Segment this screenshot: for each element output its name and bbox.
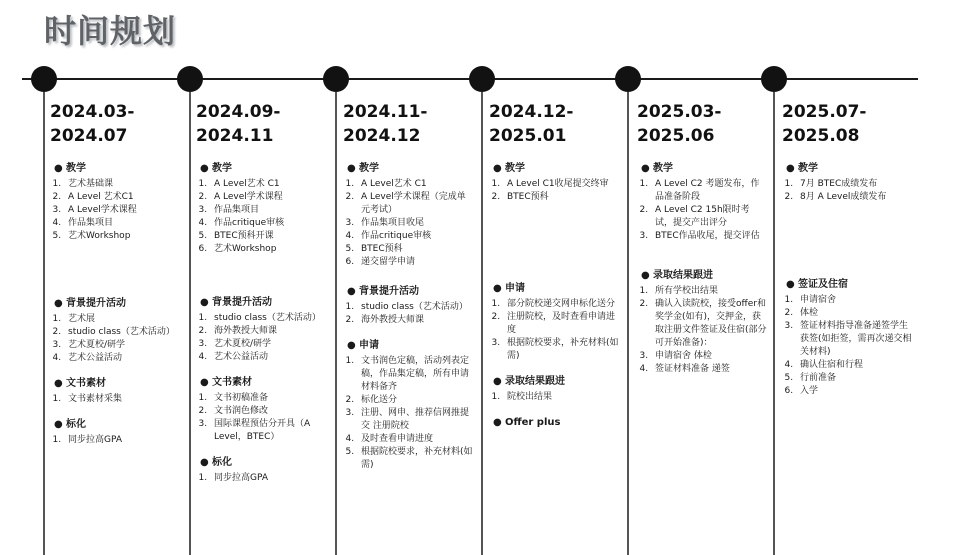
item-list xyxy=(196,178,326,256)
list-item: 1. A Level艺术 C1 xyxy=(357,178,473,191)
section-heading-text: 文书素材 xyxy=(66,378,106,389)
list-item: 2. 8月 A Level成绩发布 xyxy=(796,191,912,204)
timeline-dot xyxy=(177,66,203,92)
list-item: 1. 艺术基础课 xyxy=(64,178,180,191)
section-essay xyxy=(50,377,180,406)
item-list xyxy=(196,312,326,364)
period-label xyxy=(196,100,326,148)
period-start: 2024.09- xyxy=(196,102,281,122)
period-label xyxy=(343,100,473,148)
list-item: 1. 申请宿舍 xyxy=(796,294,912,307)
list-item: 1. 文书初稿准备 xyxy=(210,392,326,405)
section-heading-text: 录取结果跟进 xyxy=(505,376,565,387)
section-heading xyxy=(347,162,473,176)
list-item: 1. 同步拉高GPA xyxy=(210,472,326,485)
list-item: 5. BTEC预科 xyxy=(357,243,473,256)
bullet-icon: ● xyxy=(347,340,356,351)
page-title: 时间规划 xyxy=(44,12,177,50)
section-heading xyxy=(347,339,473,353)
item-list xyxy=(489,178,619,204)
item-list xyxy=(196,472,326,485)
bullet-icon: ● xyxy=(786,163,795,174)
bullet-icon: ● xyxy=(347,163,356,174)
list-item: 5. 艺术Workshop xyxy=(64,230,180,243)
timeline-stem xyxy=(43,92,45,555)
list-item: 1. 文书素材采集 xyxy=(64,393,180,406)
list-item: 3. 艺术夏校/研学 xyxy=(64,339,180,352)
period-label xyxy=(489,100,619,148)
section-heading-text: 教学 xyxy=(505,163,525,174)
period-end: 2025.08 xyxy=(782,126,860,146)
timeline-dot xyxy=(615,66,641,92)
list-item: 2. 海外教授大师课 xyxy=(357,314,473,327)
period-end: 2024.12 xyxy=(343,126,421,146)
list-item: 2. 文书润色修改 xyxy=(210,405,326,418)
section-heading xyxy=(54,297,180,311)
period-start: 2024.11- xyxy=(343,102,428,122)
timeline-stem xyxy=(773,92,775,555)
item-list xyxy=(637,178,767,243)
section-application xyxy=(489,282,619,363)
timeline-stem xyxy=(335,92,337,555)
item-list xyxy=(782,178,912,204)
period-end: 2024.07 xyxy=(50,126,128,146)
list-item: 2. 标化送分 xyxy=(357,394,473,407)
section-heading xyxy=(641,162,767,176)
section-background xyxy=(50,297,180,365)
section-heading xyxy=(786,162,912,176)
list-item: 3. 签证材料指导准备递签学生获签(如拒签，需再次递交相关材料) xyxy=(796,320,912,359)
section-heading-text: 标化 xyxy=(212,457,232,468)
bullet-icon: ● xyxy=(200,163,209,174)
section-heading xyxy=(493,282,619,296)
bullet-icon: ● xyxy=(200,297,209,308)
list-item: 4. 及时查看申请进度 xyxy=(357,433,473,446)
bullet-icon: ● xyxy=(347,286,356,297)
list-item: 5. BTEC预科开课 xyxy=(210,230,326,243)
timeline-stem xyxy=(627,92,629,555)
period-label xyxy=(50,100,180,148)
list-item: 4. 签证材料准备 递签 xyxy=(651,363,767,376)
section-heading xyxy=(54,418,180,432)
period-start: 2025.03- xyxy=(637,102,722,122)
timeline-dot xyxy=(31,66,57,92)
item-list xyxy=(343,178,473,269)
section-essay xyxy=(196,376,326,444)
section-heading xyxy=(347,285,473,299)
section-teaching xyxy=(196,162,326,256)
section-results xyxy=(489,375,619,404)
section-heading xyxy=(786,278,912,292)
item-list xyxy=(50,178,180,243)
section-heading-text: 背景提升活动 xyxy=(212,297,272,308)
bullet-icon: ● xyxy=(200,457,209,468)
timeline-column-1 xyxy=(50,100,180,453)
list-item: 1. studio class（艺术活动） xyxy=(357,301,473,314)
section-heading xyxy=(493,416,619,430)
section-background xyxy=(196,296,326,364)
list-item: 2. A Level 艺术C1 xyxy=(64,191,180,204)
section-heading-text: 背景提升活动 xyxy=(66,298,126,309)
list-item: 3. A Level学术课程 xyxy=(64,204,180,217)
section-heading-text: 文书素材 xyxy=(212,377,252,388)
timeline-column-2 xyxy=(196,100,326,491)
period-end: 2025.06 xyxy=(637,126,715,146)
list-item: 6. 艺术Workshop xyxy=(210,243,326,256)
period-label xyxy=(782,100,912,148)
list-item: 1. 文书润色定稿，活动列表定稿，作品集定稿，所有申请材料备齐 xyxy=(357,355,473,394)
list-item: 2. 海外教授大师课 xyxy=(210,325,326,338)
item-list xyxy=(782,294,912,398)
list-item: 3. 注册、网申、推荐信网推提交 注册院校 xyxy=(357,407,473,433)
list-item: 1. 院校出结果 xyxy=(503,391,619,404)
timeline-dot xyxy=(761,66,787,92)
bullet-icon: ● xyxy=(200,377,209,388)
list-item: 6. 入学 xyxy=(796,385,912,398)
section-teaching xyxy=(637,162,767,243)
section-teaching xyxy=(489,162,619,204)
item-list xyxy=(196,392,326,444)
bullet-icon: ● xyxy=(493,163,502,174)
item-list xyxy=(343,301,473,327)
timeline-stem xyxy=(481,92,483,555)
section-heading-text: 教学 xyxy=(359,163,379,174)
bullet-icon: ● xyxy=(54,378,63,389)
section-standardized xyxy=(50,418,180,447)
bullet-icon: ● xyxy=(493,417,502,428)
list-item: 1. 7月 BTEC成绩发布 xyxy=(796,178,912,191)
section-heading-text: 教学 xyxy=(66,163,86,174)
timeline-stem xyxy=(189,92,191,555)
timeline-column-3 xyxy=(343,100,473,478)
list-item: 3. BTEC作品收尾，提交评估 xyxy=(651,230,767,243)
list-item: 4. 艺术公益活动 xyxy=(64,352,180,365)
list-item: 2. studio class（艺术活动） xyxy=(64,326,180,339)
list-item: 3. 作品集项目收尾 xyxy=(357,217,473,230)
list-item: 1. 所有学校出结果 xyxy=(651,285,767,298)
section-heading-text: 申请 xyxy=(359,340,379,351)
list-item: 4. 作品集项目 xyxy=(64,217,180,230)
section-heading-text: 标化 xyxy=(66,419,86,430)
section-heading-text: Offer plus xyxy=(505,417,561,428)
list-item: 6. 递交留学申请 xyxy=(357,256,473,269)
section-heading-text: 教学 xyxy=(653,163,673,174)
timeline-column-6 xyxy=(782,100,912,404)
list-item: 1. A Level C2 考题发布，作品准备阶段 xyxy=(651,178,767,204)
section-background xyxy=(343,285,473,327)
list-item: 3. 艺术夏校/研学 xyxy=(210,338,326,351)
list-item: 1. 部分院校递交网申标化送分 xyxy=(503,298,619,311)
section-heading-text: 录取结果跟进 xyxy=(653,270,713,281)
item-list xyxy=(489,391,619,404)
section-heading xyxy=(54,377,180,391)
period-start: 2025.07- xyxy=(782,102,867,122)
list-item: 5. 根据院校要求，补充材料(如需) xyxy=(357,446,473,472)
section-heading xyxy=(200,162,326,176)
section-teaching xyxy=(782,162,912,204)
bullet-icon: ● xyxy=(641,270,650,281)
section-heading xyxy=(641,269,767,283)
section-heading xyxy=(493,375,619,389)
bullet-icon: ● xyxy=(54,419,63,430)
section-visa-housing xyxy=(782,278,912,398)
section-standardized xyxy=(196,456,326,485)
section-heading xyxy=(200,456,326,470)
item-list xyxy=(50,434,180,447)
section-offer-plus xyxy=(489,416,619,430)
bullet-icon: ● xyxy=(493,283,502,294)
bullet-icon: ● xyxy=(54,298,63,309)
bullet-icon: ● xyxy=(54,163,63,174)
section-heading xyxy=(493,162,619,176)
list-item: 2. BTEC预科 xyxy=(503,191,619,204)
period-start: 2024.03- xyxy=(50,102,135,122)
item-list xyxy=(50,393,180,406)
section-heading-text: 教学 xyxy=(212,163,232,174)
list-item: 4. 确认住宿和行程 xyxy=(796,359,912,372)
list-item: 3. 申请宿舍 体检 xyxy=(651,350,767,363)
list-item: 1. 同步拉高GPA xyxy=(64,434,180,447)
period-start: 2024.12- xyxy=(489,102,574,122)
bullet-icon: ● xyxy=(493,376,502,387)
section-heading-text: 申请 xyxy=(505,283,525,294)
section-heading-text: 背景提升活动 xyxy=(359,286,419,297)
section-heading xyxy=(200,296,326,310)
section-heading xyxy=(200,376,326,390)
list-item: 1. A Level C1收尾提交终审 xyxy=(503,178,619,191)
section-teaching xyxy=(343,162,473,269)
list-item: 5. 行前准备 xyxy=(796,372,912,385)
section-heading-text: 教学 xyxy=(798,163,818,174)
list-item: 1. studio class（艺术活动） xyxy=(210,312,326,325)
period-end: 2024.11 xyxy=(196,126,274,146)
bullet-icon: ● xyxy=(641,163,650,174)
list-item: 3. 根据院校要求，补充材料(如需) xyxy=(503,337,619,363)
list-item: 2. A Level C2 15h限时考试，提交产出评分 xyxy=(651,204,767,230)
section-application xyxy=(343,339,473,472)
section-heading xyxy=(54,162,180,176)
timeline-column-5 xyxy=(637,100,767,382)
timeline-dot xyxy=(469,66,495,92)
bullet-icon: ● xyxy=(786,279,795,290)
list-item: 4. 作品critique审核 xyxy=(210,217,326,230)
timeline-column-4 xyxy=(489,100,619,436)
section-teaching xyxy=(50,162,180,243)
list-item: 1. A Level艺术 C1 xyxy=(210,178,326,191)
period-end: 2025.01 xyxy=(489,126,567,146)
list-item: 4. 艺术公益活动 xyxy=(210,351,326,364)
item-list xyxy=(489,298,619,363)
list-item: 1. 艺术展 xyxy=(64,313,180,326)
list-item: 2. A Level学术课程 xyxy=(210,191,326,204)
item-list xyxy=(343,355,473,472)
list-item: 2. 注册院校，及时查看申请进度 xyxy=(503,311,619,337)
list-item: 2. A Level学术课程（完成单元考试） xyxy=(357,191,473,217)
list-item: 2. 体检 xyxy=(796,307,912,320)
period-label xyxy=(637,100,767,148)
item-list xyxy=(637,285,767,376)
list-item: 4. 作品critique审核 xyxy=(357,230,473,243)
list-item: 3. 作品集项目 xyxy=(210,204,326,217)
section-results xyxy=(637,269,767,376)
list-item: 2. 确认入读院校，接受offer和奖学金(如有)，交押金，获取注册文件签证及住宿(部分可开始准备)： xyxy=(651,298,767,350)
list-item: 3. 国际课程预估分开具（A Level，BTEC） xyxy=(210,418,326,444)
item-list xyxy=(50,313,180,365)
timeline-dot xyxy=(323,66,349,92)
section-heading-text: 签证及住宿 xyxy=(798,279,848,290)
